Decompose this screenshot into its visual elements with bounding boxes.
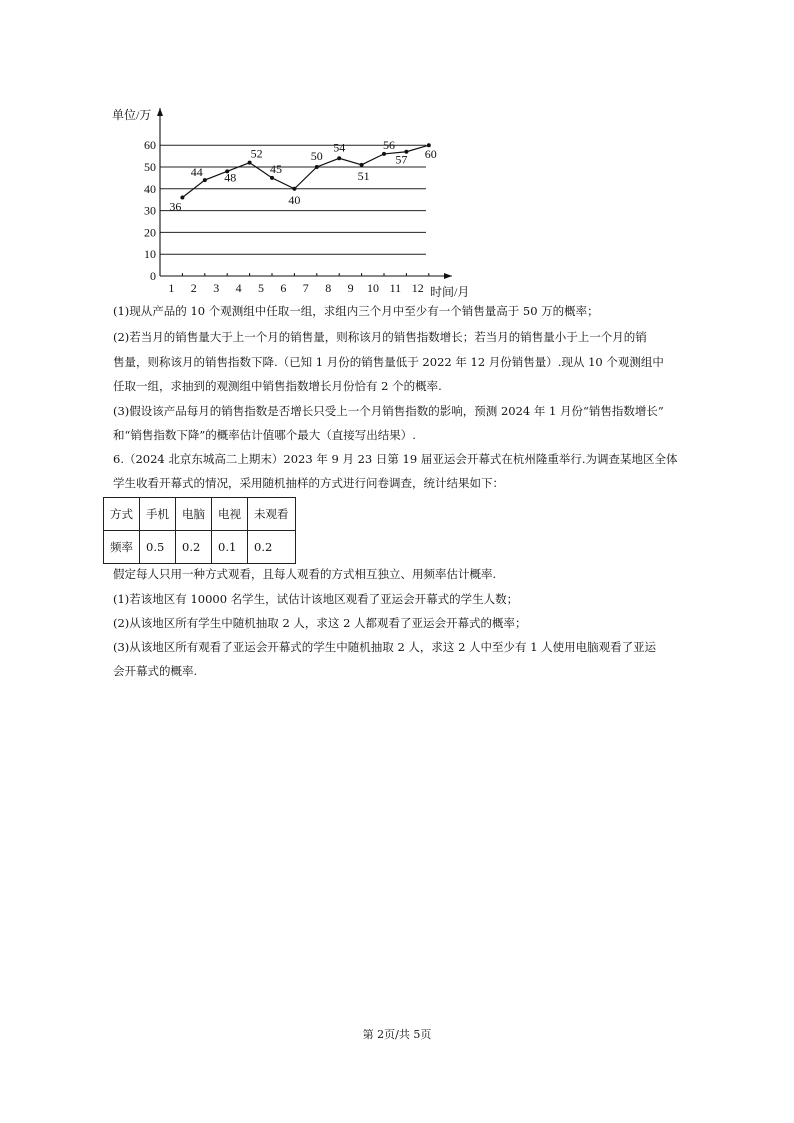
page-footer: 第 2页/共 5页	[362, 1028, 432, 1041]
question-3-line-2: 和“销售指数下降”的概率估计值哪个最大（直接写出结果）.	[113, 428, 416, 442]
sales-line-chart	[100, 100, 470, 300]
table-cell: 方式	[104, 498, 140, 531]
question-2-line-2: 售量，则称该月的销售指数下降.（已知 1 月份的销售量低于 2022 年 12 月份销售量）.现从 10 个观测组中	[113, 355, 664, 369]
problem-6-line-1: 6.（2024 北京东城高二上期末）2023 年 9 月 23 日第 19 届亚运会开幕式在杭州隆重举行.为调查某地区全体	[113, 452, 678, 466]
x-axis-arrow	[444, 273, 452, 279]
y-axis-arrow	[157, 108, 163, 116]
x-tick-label: 6	[280, 281, 287, 295]
data-point	[382, 152, 386, 156]
data-label: 36	[169, 199, 182, 214]
question-2-line-3: 任取一组，求抽到的观测组中销售指数增长月份恰有 2 个的概率.	[113, 379, 442, 393]
x-tick-label: 11	[389, 281, 402, 295]
question-2-line-1: (2)若当月的销售量大于上一个月的销售量，则称该月的销售指数增长；若当月的销售量小于上一个月的销	[113, 330, 647, 344]
y-tick-label: 20	[144, 225, 156, 240]
x-tick-label: 3	[213, 281, 220, 295]
axes	[157, 108, 452, 279]
table-cell: 频率	[104, 531, 140, 564]
table-cell: 电脑	[176, 498, 212, 531]
x-tick-label: 12	[411, 281, 424, 295]
data-point	[270, 176, 274, 180]
data-label: 52	[250, 146, 263, 161]
y-tick-label: 40	[144, 181, 156, 196]
y-tick-labels	[144, 138, 156, 283]
y-tick-label: 0	[150, 269, 156, 283]
data-label: 51	[357, 168, 370, 183]
series-line	[182, 145, 428, 197]
x-tick-label: 5	[258, 281, 264, 295]
data-point	[292, 187, 296, 191]
data-point	[248, 161, 252, 165]
y-tick-label: 30	[144, 203, 156, 218]
x-tick-label: 2	[190, 281, 197, 295]
table-cell: 0.5	[140, 531, 176, 564]
problem-6-question-2: (2)从该地区所有学生中随机抽取 2 人，求这 2 人都观看了亚运会开幕式的概率；	[113, 616, 527, 630]
data-label: 45	[270, 161, 282, 176]
data-point	[360, 163, 364, 167]
x-tick-label: 10	[367, 281, 379, 295]
y-tick-label: 60	[144, 138, 156, 153]
y-tick-label: 10	[144, 247, 156, 262]
data-labels	[169, 138, 436, 214]
frequency-table	[103, 497, 296, 564]
question-1: (1)现从产品的 10 个观测组中任取一组，求组内三个月中至少有一个销售量高于 50 万的概率；	[113, 304, 599, 318]
x-axis-label: 时间/月	[430, 285, 470, 299]
table-row	[104, 531, 296, 564]
table-cell: 0.2	[248, 531, 296, 564]
table-cell: 手机	[140, 498, 176, 531]
data-label: 60	[424, 147, 437, 162]
problem-6-question-1: (1)若该地区有 10000 名学生，试估计该地区观看了亚运会开幕式的学生人数；	[113, 592, 519, 606]
data-label: 40	[288, 192, 301, 207]
x-tick-label: 9	[347, 281, 354, 295]
problem-6-question-3-line-2: 会开幕式的概率.	[113, 664, 198, 678]
y-tick-label: 50	[144, 160, 156, 174]
data-point	[337, 156, 341, 160]
table-header-row	[104, 498, 296, 531]
data-label: 57	[395, 152, 408, 167]
table-cell: 未观看	[248, 498, 296, 531]
x-tick-label: 1	[168, 281, 175, 295]
y-axis-label: 单位/万	[112, 108, 152, 122]
data-label: 54	[333, 140, 346, 155]
table-cell: 0.1	[212, 531, 248, 564]
assumption-text: 假定每人只用一种方式观看，且每人观看的方式相互独立、用频率估计概率.	[113, 567, 497, 581]
data-label: 48	[224, 170, 237, 185]
table-cell: 0.2	[176, 531, 212, 564]
data-label: 50	[310, 149, 323, 163]
question-3-line-1: (3)假设该产品每月的销售指数是否增长只受上一个月销售指数的影响，预测 2024 年 1 月份“销售指数增长”	[113, 404, 664, 418]
problem-6-question-3-line-1: (3)从该地区所有观看了亚运会开幕式的学生中随机抽取 2 人，求这 2 人中至少有 1 人使用电脑观看了亚运	[113, 640, 657, 654]
problem-6-line-2: 学生收看开幕式的情况，采用随机抽样的方式进行问卷调查，统计结果如下：	[113, 476, 504, 490]
table-cell: 电视	[212, 498, 248, 531]
data-point	[203, 178, 207, 182]
x-tick-label: 4	[235, 281, 242, 295]
x-tick-label: 8	[325, 281, 332, 295]
data-label: 56	[383, 137, 395, 152]
data-point	[315, 165, 319, 169]
data-label: 44	[190, 165, 203, 180]
x-tick-label: 7	[302, 281, 309, 295]
